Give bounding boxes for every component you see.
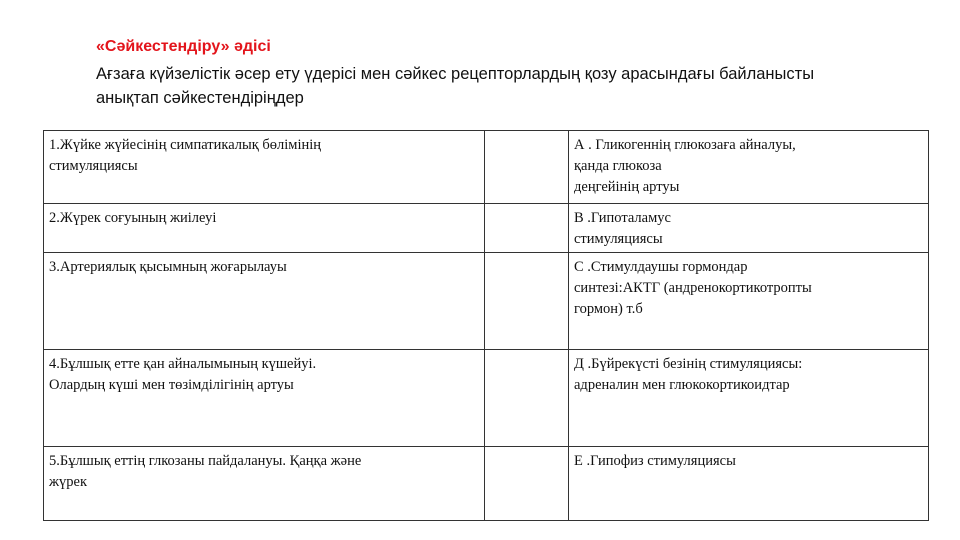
answer-cell[interactable] [485, 350, 569, 447]
exercise-instruction: Ағзаға күйзелістік әсер ету үдерісі мен сәйкес рецепторлардың қозу арасындағы байланысты анықтап сәйкестендіріңдер [96, 65, 815, 107]
answer-cell[interactable] [485, 447, 569, 521]
answer-cell[interactable] [485, 131, 569, 204]
table-row [44, 253, 929, 350]
answer-cell[interactable] [485, 204, 569, 253]
receptor-cell: В .Гипоталамус стимуляциясы [569, 204, 929, 253]
exercise-title: «Сәйкестендіру» әдісі [96, 38, 271, 55]
table-row [44, 350, 929, 447]
process-cell: 3.Артериялық қысымның жоғарылауы [44, 253, 485, 350]
table-row [44, 204, 929, 253]
matching-table [43, 130, 929, 521]
process-cell: 4.Бұлшық етте қан айналымының күшейуі. Олардың күші мен төзімділігінің артуы [44, 350, 485, 447]
receptor-cell: С .Стимулдаушы гормондар синтезі:АКТГ (андренокортикотропты гормон) т.б [569, 253, 929, 350]
answer-cell[interactable] [485, 253, 569, 350]
receptor-cell: А . Гликогеннің глюкозаға айналуы, қанда глюкоза деңгейінің артуы [569, 131, 929, 204]
table-row [44, 447, 929, 521]
process-cell: 5.Бұлшық еттің глкозаны пайдалануы. Қаңқа және жүрек [44, 447, 485, 521]
process-cell: 2.Жүрек соғуының жиілеуі [44, 204, 485, 253]
table-row [44, 131, 929, 204]
process-cell: 1.Жүйке жүйесінің симпатикалық бөлімінің стимуляциясы [44, 131, 485, 204]
receptor-cell: Д .Бүйрекүсті безінің стимуляциясы: адреналин мен глюкокортикоидтар [569, 350, 929, 447]
receptor-cell: Е .Гипофиз стимуляциясы [569, 447, 929, 521]
